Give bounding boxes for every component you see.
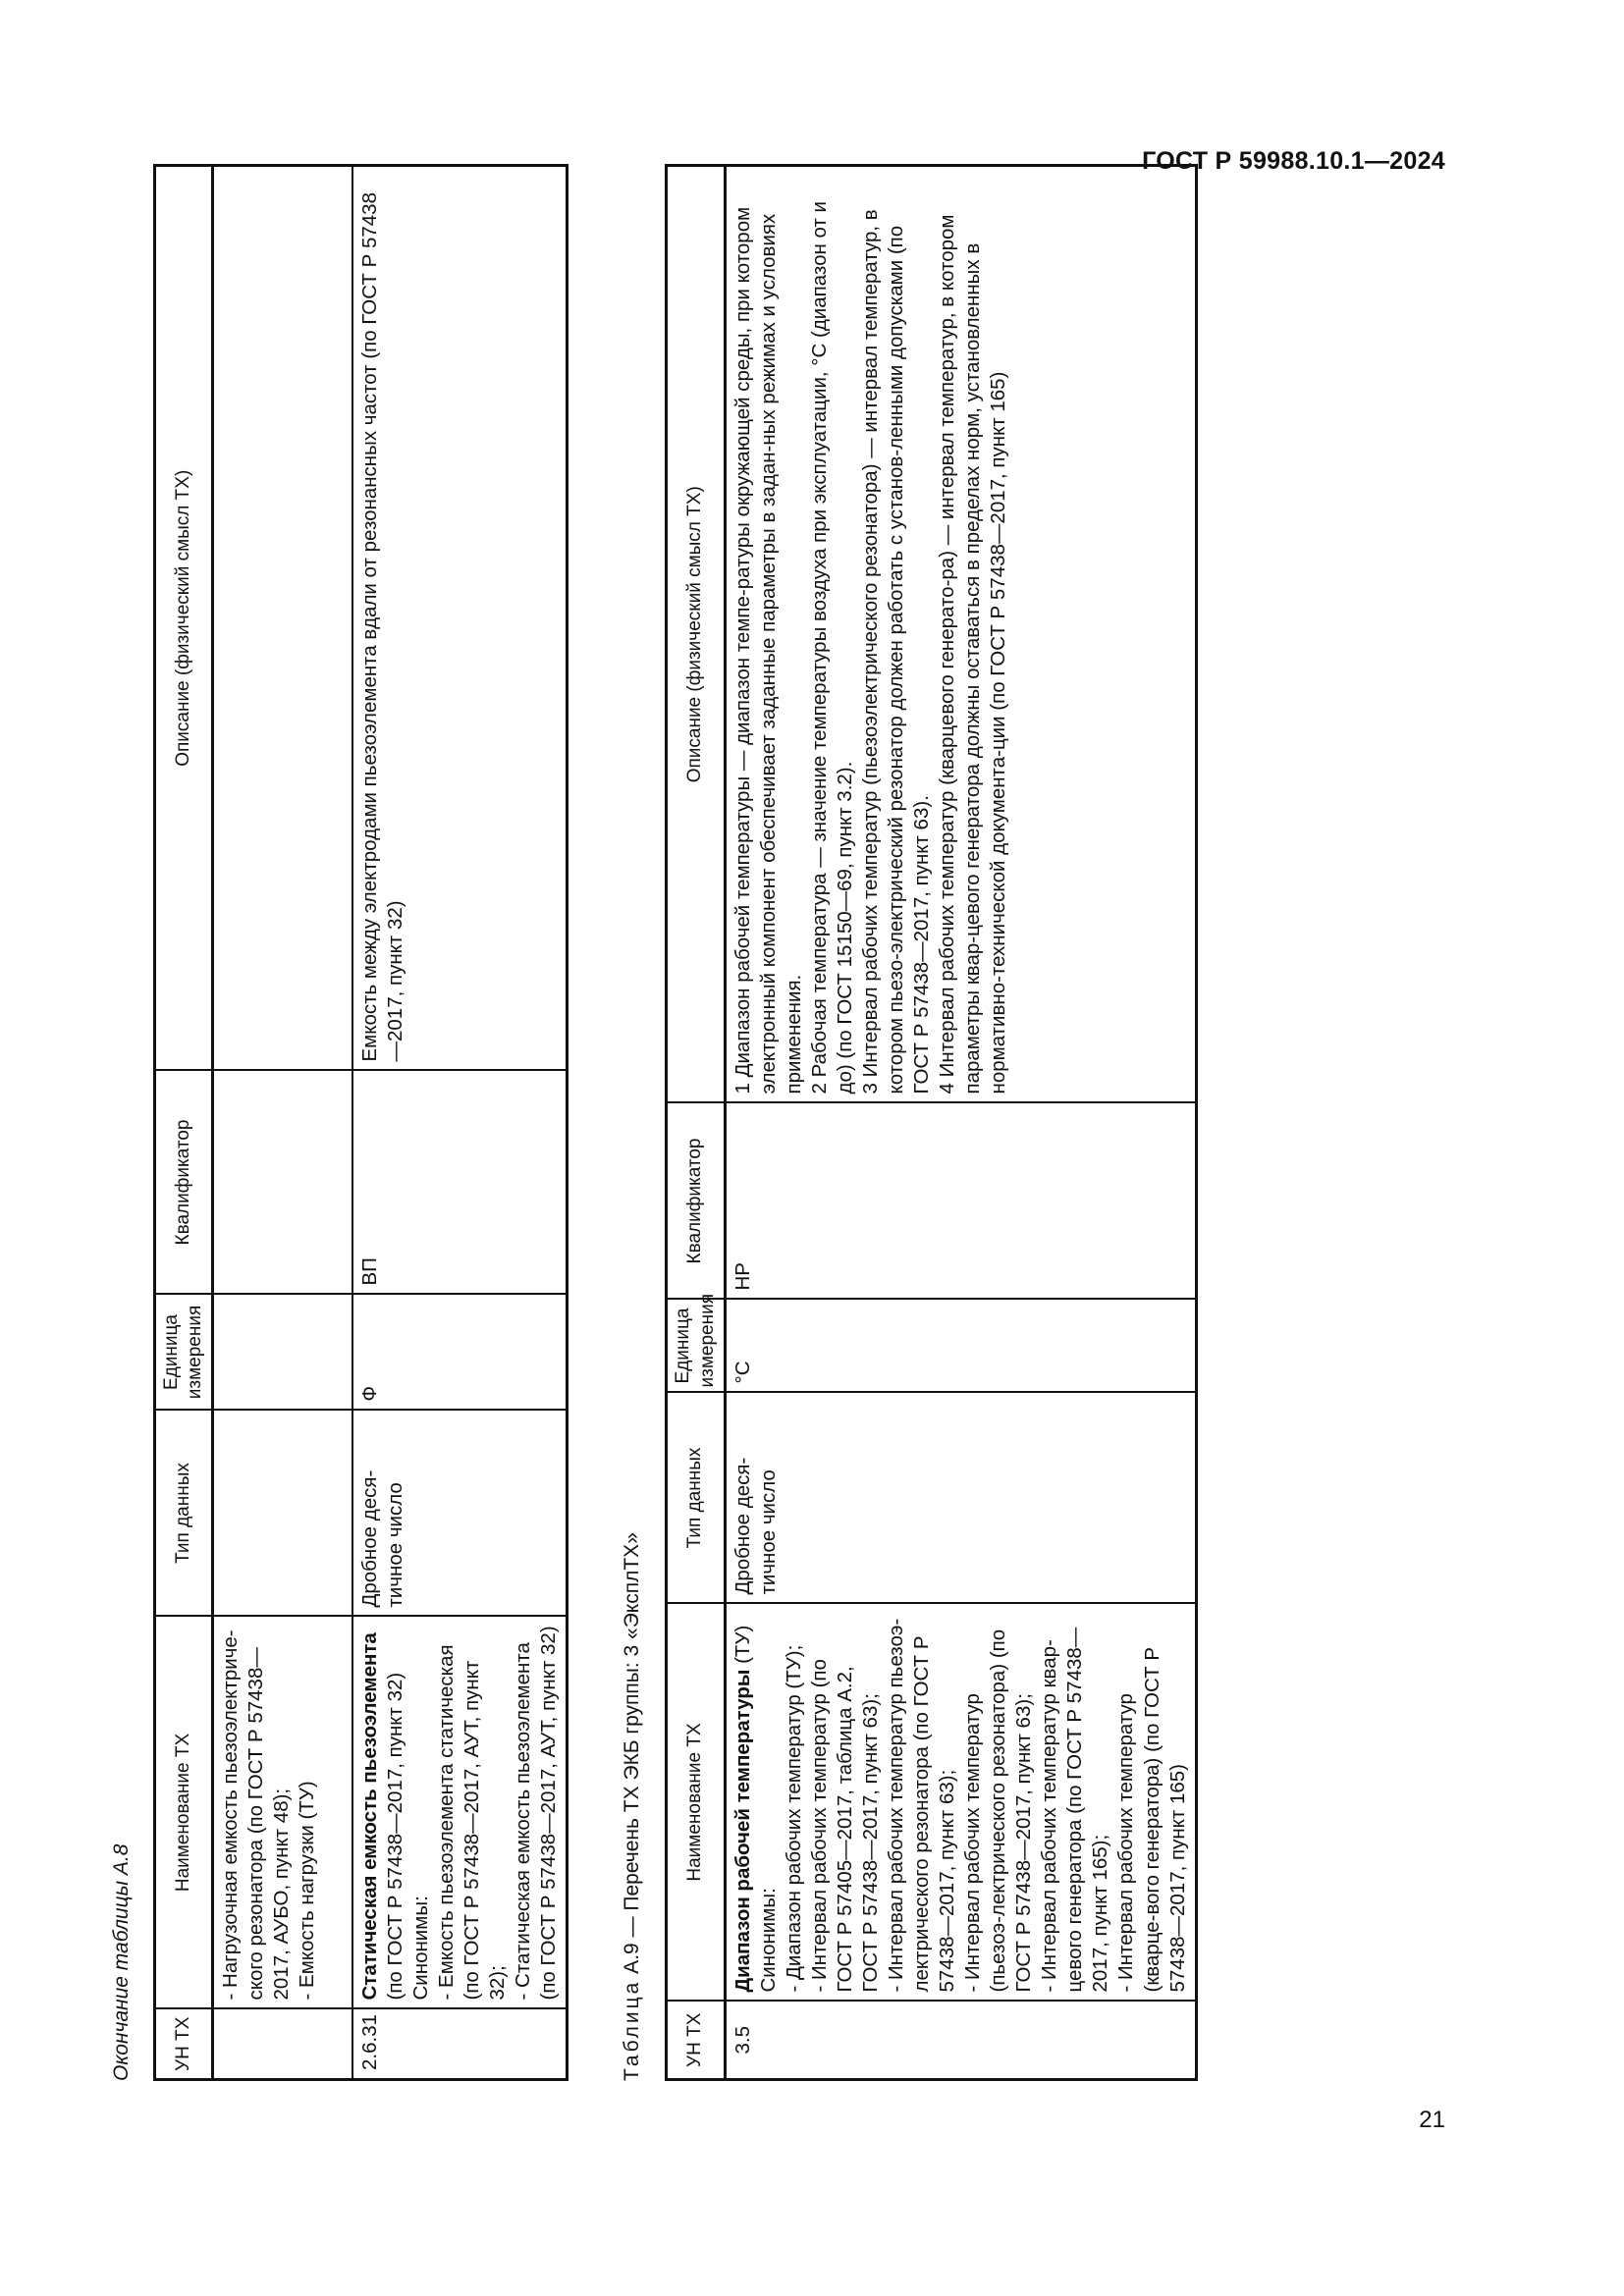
col-header-data-type: Тип данных: [667, 1393, 726, 1604]
description-item: 1 Диапазон рабочей температуры — диапазон темпе-ратуры окружающей среды, при котором электронный компонент обеспечивает заданные параметры в задан-ных режимах и условиях применения.: [731, 206, 806, 1095]
synonyms-label: Синонимы:: [408, 1896, 432, 2001]
synonyms-label: Синонимы:: [757, 1888, 781, 1993]
cell-unit: [213, 1295, 352, 1411]
description-item: 4 Интервал рабочих температур (кварцевого генерато-ра) — интервал температур, в котором параметры квар-цевого генератора должны оставаться в пределах норм, установленных в нормативно-технической документа-ции (по ГОСТ Р 57438—2017, пункт 165): [936, 214, 1010, 1095]
cell-description: [213, 166, 352, 1071]
tx-name-bold: Диапазон рабочей температуры: [731, 1669, 754, 1993]
table-a9: [665, 164, 1198, 2081]
name-line: - Емкость нагрузки (ТУ): [296, 1781, 319, 2001]
synonym-line: - Статическая емкость пьезоэлемента (по ГОСТ Р 57438—2017, АУТ, пункт 32): [511, 1626, 560, 2001]
tx-name-bold: Статическая емкость пьезоэлемента: [357, 1632, 381, 2001]
table-word: Таблица: [621, 1979, 643, 2081]
table-row: [352, 166, 568, 2080]
synonym-line: - Интервал рабочих температур (пьезоэ-лектрического резонатора) (по ГОСТ Р 57438—2017, пункт 63);: [961, 1629, 1036, 1993]
table-a8: [153, 164, 568, 2081]
table-row: [726, 166, 1197, 2080]
table-a9-caption: [621, 1532, 644, 2081]
cell-description: Емкость между электродами пьезоэлемента вдали от резонансных частот (по ГОСТ Р 57438—2017, пункт 32): [352, 166, 568, 1071]
cell-name-tx: [213, 1617, 352, 2009]
cell-qualifier: НР: [726, 1103, 1197, 1300]
cell-unit: Ф: [352, 1295, 568, 1411]
col-header-data-type: Тип данных: [155, 1411, 213, 1617]
cell-data-type: [213, 1411, 352, 1617]
standard-code-header: ГОСТ Р 59988.10.1—2024: [1142, 147, 1445, 175]
cell-description: [726, 166, 1197, 1103]
col-header-name-tx: Наименование ТХ: [155, 1617, 213, 2009]
table-row: [213, 166, 352, 2080]
synonym-line: - Емкость пьезоэлемента статическая (по ГОСТ Р 57438—2017, АУТ, пункт 32);: [434, 1644, 509, 2001]
synonym-line: - Диапазон рабочих температур (ТУ);: [783, 1644, 806, 1993]
synonym-line: - Интервал рабочих температур пьезоэ-лектрического резонатора (по ГОСТ Р 57438—2017, пункт 63);: [885, 1618, 959, 1993]
page-number: 21: [1419, 2107, 1445, 2133]
rotated-landscape-content: [110, 167, 1288, 2081]
table-a9-header-row: [667, 166, 726, 2080]
col-header-unit: Единица измерения: [155, 1295, 213, 1411]
col-header-un-tx: УН ТХ: [667, 2002, 726, 2080]
tx-name-source: (по ГОСТ Р 57438—2017, пункт 32): [383, 1672, 406, 2001]
col-header-unit: Единица измерения: [667, 1300, 726, 1393]
tx-name-suffix: (ТУ): [731, 1625, 754, 1670]
col-header-name-tx: Наименование ТХ: [667, 1604, 726, 2002]
cell-qualifier: ВП: [352, 1071, 568, 1295]
col-header-description: Описание (физический смысл ТХ): [667, 166, 726, 1103]
col-header-qualifier: Квалификатор: [155, 1071, 213, 1295]
cell-un-tx: [213, 2009, 352, 2080]
cell-qualifier: [213, 1071, 352, 1295]
synonym-line: - Интервал рабочих температур (кварце-вого генератора) (по ГОСТ Р 57438—2017, пункт 165): [1114, 1646, 1189, 1993]
cell-data-type: Дробное деся-тичное число: [726, 1393, 1197, 1604]
cell-un-tx: 2.6.31: [352, 2009, 568, 2080]
description-item: 2 Рабочая температура — значение температуры воздуха при эксплуатации, °С (диапазон от и до) (по ГОСТ 15150—69, пункт 3.2).: [808, 201, 857, 1095]
cell-data-type: Дробное деся-тичное число: [352, 1411, 568, 1617]
description-item: 3 Интервал рабочих температур (пьезоэлектрического резонатора) — интервал температур, в котором пьезо-электрический резонатор должен работать с установ-ленными допусками (по ГОСТ Р 57438—2017, пункт 63).: [859, 209, 934, 1095]
col-header-description: Описание (физический смысл ТХ): [155, 166, 213, 1071]
cell-name-tx: [352, 1617, 568, 2009]
synonym-line: - Интервал рабочих температур квар-цевого генератора (по ГОСТ Р 57438—2017, пункт 165);: [1038, 1627, 1112, 1993]
synonym-line: - Интервал рабочих температур (по ГОСТ Р 57405—2017, таблица А.2, ГОСТ Р 57438—2017, пункт 63);: [808, 1659, 883, 1993]
col-header-un-tx: УН ТХ: [155, 2009, 213, 2080]
table-a9-title: А.9 — Перечень ТХ ЭКБ группы: 3 «ЭксплТХ»: [621, 1532, 643, 1974]
table-a8-continuation-caption: Окончание таблицы А.8: [110, 1843, 133, 2081]
cell-un-tx: 3.5: [726, 2002, 1197, 2080]
col-header-qualifier: Квалификатор: [667, 1103, 726, 1300]
name-line: - Нагрузочная емкость пьезоэлектриче-ского резонатора (по ГОСТ Р 57438—2017, АУБО, пункт 48);: [219, 1629, 294, 2001]
cell-unit: °С: [726, 1300, 1197, 1393]
cell-name-tx: [726, 1604, 1197, 2002]
table-a8-header-row: [155, 166, 213, 2080]
